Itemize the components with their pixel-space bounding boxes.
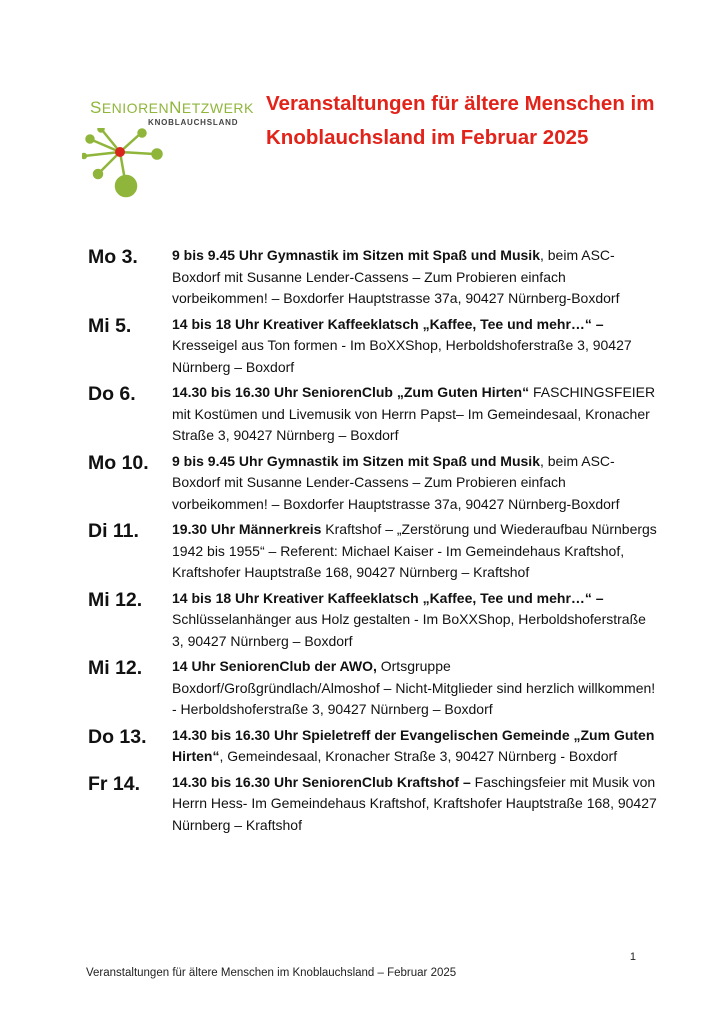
network-logo-icon [82,128,172,202]
logo-name: SENIORENNETZWERK [90,98,254,117]
event-description: 19.30 Uhr Männerkreis Kraftshof – „Zerstörung und Wiederaufbau Nürnbergs 1942 bis 1955“ – Referent: Michael Kaiser - Im Gemeindehaus Kraftshof, Kraftshofer Hauptstraße 168, 90427 Nürnberg – Kraftshof [172,521,657,580]
event-day: Mi 12. [88,588,143,611]
event-item [88,245,658,310]
event-day: Do 6. [88,383,136,405]
event-item [88,725,658,768]
event-description: 9 bis 9.45 Uhr Gymnastik im Sitzen mit Spaß und Musik, beim ASC-Boxdorf mit Susanne Lender-Cassens – Zum Probieren einfach vorbeikommen! – Boxdorfer Hauptstrasse 37a, 90427 Nürnberg-Boxdorf [172,452,620,512]
event-item [88,314,658,379]
event-day: Mo 3. [88,246,138,268]
logo-subtitle: KNOBLAUCHSLAND [148,118,239,127]
event-day: Mo 10. [88,451,149,474]
event-day: Mi 5. [88,314,132,337]
event-item [88,519,658,584]
event-description: 14 bis 18 Uhr Kreativer Kaffeeklatsch „Kaffee, Tee und mehr…“ – Kresseigel aus Ton formen - Im BoXXShop, Herboldshoferstraße 3, 90427 Nürnberg – Boxdorf [172,315,632,375]
event-description: 9 bis 9.45 Uhr Gymnastik im Sitzen mit Spaß und Musik, beim ASC-Boxdorf mit Susanne Lender-Cassens – Zum Probieren einfach vorbeikommen! – Boxdorfer Hauptstrasse 37a, 90427 Nürnberg-Boxdorf [172,247,620,306]
event-description: 14.30 bis 16.30 Uhr SeniorenClub Kraftshof – Faschingsfeier mit Musik von Herrn Hess- Im Gemeindehaus Kraftshof, Kraftshofer Hauptstraße 168, 90427 Nürnberg – Kraftshof [172,773,657,833]
logo [82,92,252,202]
event-day: Mi 12. [88,657,143,679]
event-day: Do 13. [88,725,147,748]
event-description: 14 Uhr SeniorenClub der AWO, Ortsgruppe Boxdorf/Großgründlach/Almoshof – Nicht-Mitglieder sind herzlich willkommen! - Herboldshoferstraße 3, 90427 Nürnberg – Boxdorf [172,658,656,717]
event-item [88,588,658,653]
page-title: Veranstaltungen für ältere Menschen im Knoblauchsland im Februar 2025 [266,92,655,149]
event-description: 14.30 bis 16.30 Uhr SeniorenClub „Zum Guten Hirten“ FASCHINGSFEIER mit Kostümen und Livemusik von Herrn Papst– Im Gemeindesaal, Kronacher Straße 3, 90427 Nürnberg – Boxdorf [172,384,656,443]
event-item [88,772,658,837]
event-description: 14 bis 18 Uhr Kreativer Kaffeeklatsch „Kaffee, Tee und mehr…“ – Schlüsselanhänger aus Holz gestalten - Im BoXXShop, Herboldshoferstraße 3, 90427 Nürnberg – Boxdorf [172,589,646,649]
event-list [88,245,658,840]
page-footer: Veranstaltungen für ältere Menschen im Knoblauchsland – Februar 2025 [86,967,457,979]
event-day: Di 11. [88,520,139,542]
event-item [88,382,658,447]
event-description: 14.30 bis 16.30 Uhr Spieletreff der Evangelischen Gemeinde „Zum Guten Hirten“, Gemeindesaal, Kronacher Straße 3, 90427 Nürnberg - Boxdorf [172,726,655,764]
event-day: Fr 14. [88,772,141,795]
event-item [88,656,658,721]
page-number: 1 [629,951,636,963]
event-item [88,451,658,516]
